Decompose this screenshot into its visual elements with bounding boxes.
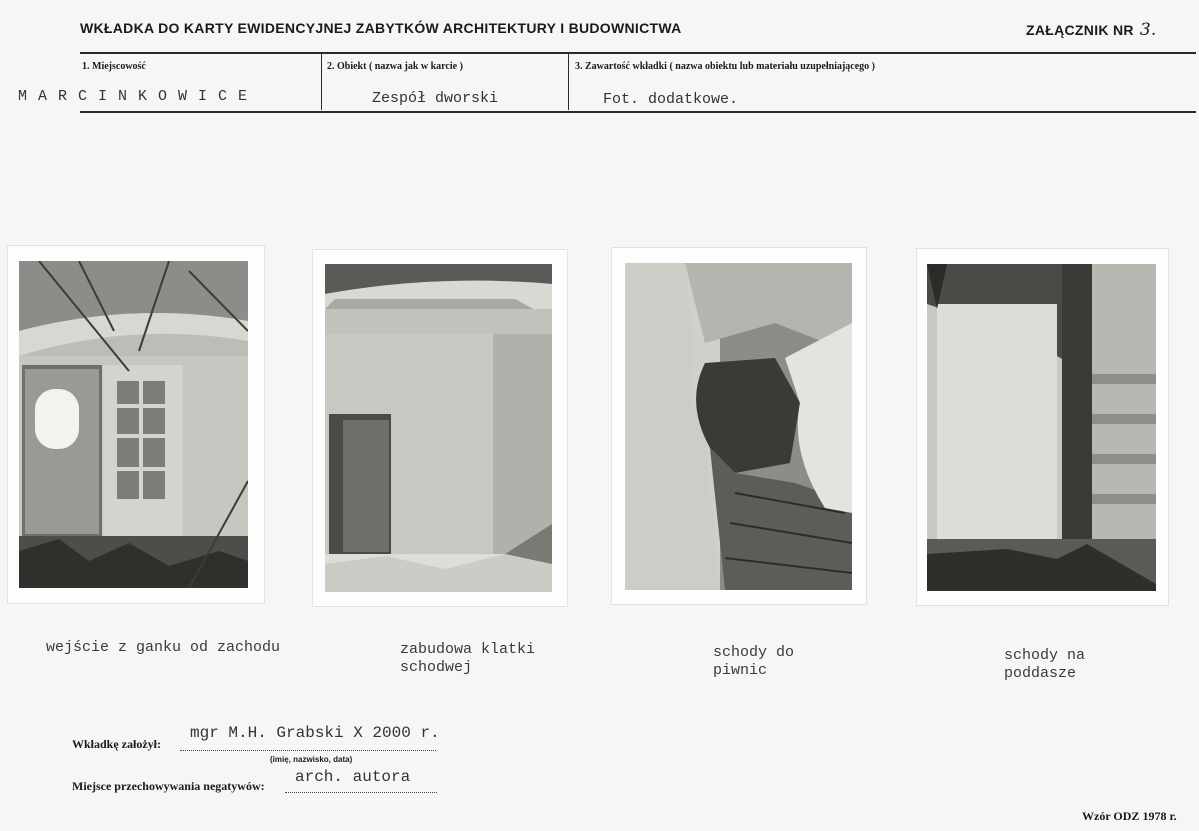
annex-label-text: ZAŁĄCZNIK NR — [1026, 22, 1134, 38]
photo-caption-4: schody na poddasze — [1004, 647, 1086, 682]
author-label: Wkładkę założył: — [72, 737, 161, 751]
author-dotted-line — [180, 750, 436, 751]
photo-caption-1: wejście z ganku od zachodu — [46, 639, 281, 656]
form-title: WKŁADKA DO KARTY EWIDENCYJNEJ ZABYTKÓW ARCHITEKTURY I BUDOWNICTWA — [80, 20, 682, 36]
photo-caption-2: zabudowa klatki schodwej — [400, 641, 536, 676]
author-value: mgr M.H. Grabski X 2000 r. — [190, 724, 440, 742]
negatives-label: Miejsce przechowywania negatywów: — [72, 779, 265, 793]
field-divider-1 — [321, 52, 322, 110]
field-label-locality: 1. Miejscowość — [82, 61, 146, 72]
photo-entrance — [19, 261, 248, 588]
photo-staircase-enclosure — [325, 264, 552, 592]
negatives-value: arch. autora — [295, 768, 411, 786]
header-top-rule — [80, 52, 1196, 54]
field-label-contents: 3. Zawartość wkładki ( nazwa obiektu lub materiału uzupełniającego ) — [575, 61, 876, 72]
field-label-object: 2. Obiekt ( nazwa jak w karcie ) — [327, 61, 463, 72]
form-pattern-label: Wzór ODZ 1978 r. — [1082, 809, 1177, 823]
photo-cellar-stairs — [625, 263, 852, 590]
annex-label — [1026, 20, 1157, 40]
field-value-contents: Fot. dodatkowe. — [603, 91, 739, 108]
author-hint: (imię, nazwisko, data) — [270, 755, 353, 764]
negatives-dotted-line — [285, 792, 437, 793]
header-bottom-rule — [80, 111, 1196, 113]
photo-attic-stairs — [927, 264, 1156, 591]
photo-caption-3: schody do piwnic — [713, 644, 795, 679]
field-value-object: Zespół dworski — [372, 90, 499, 107]
annex-number: 3. — [1139, 20, 1157, 40]
field-divider-2 — [568, 52, 569, 110]
field-value-locality: M A R C I N K O W I C E — [18, 88, 249, 105]
